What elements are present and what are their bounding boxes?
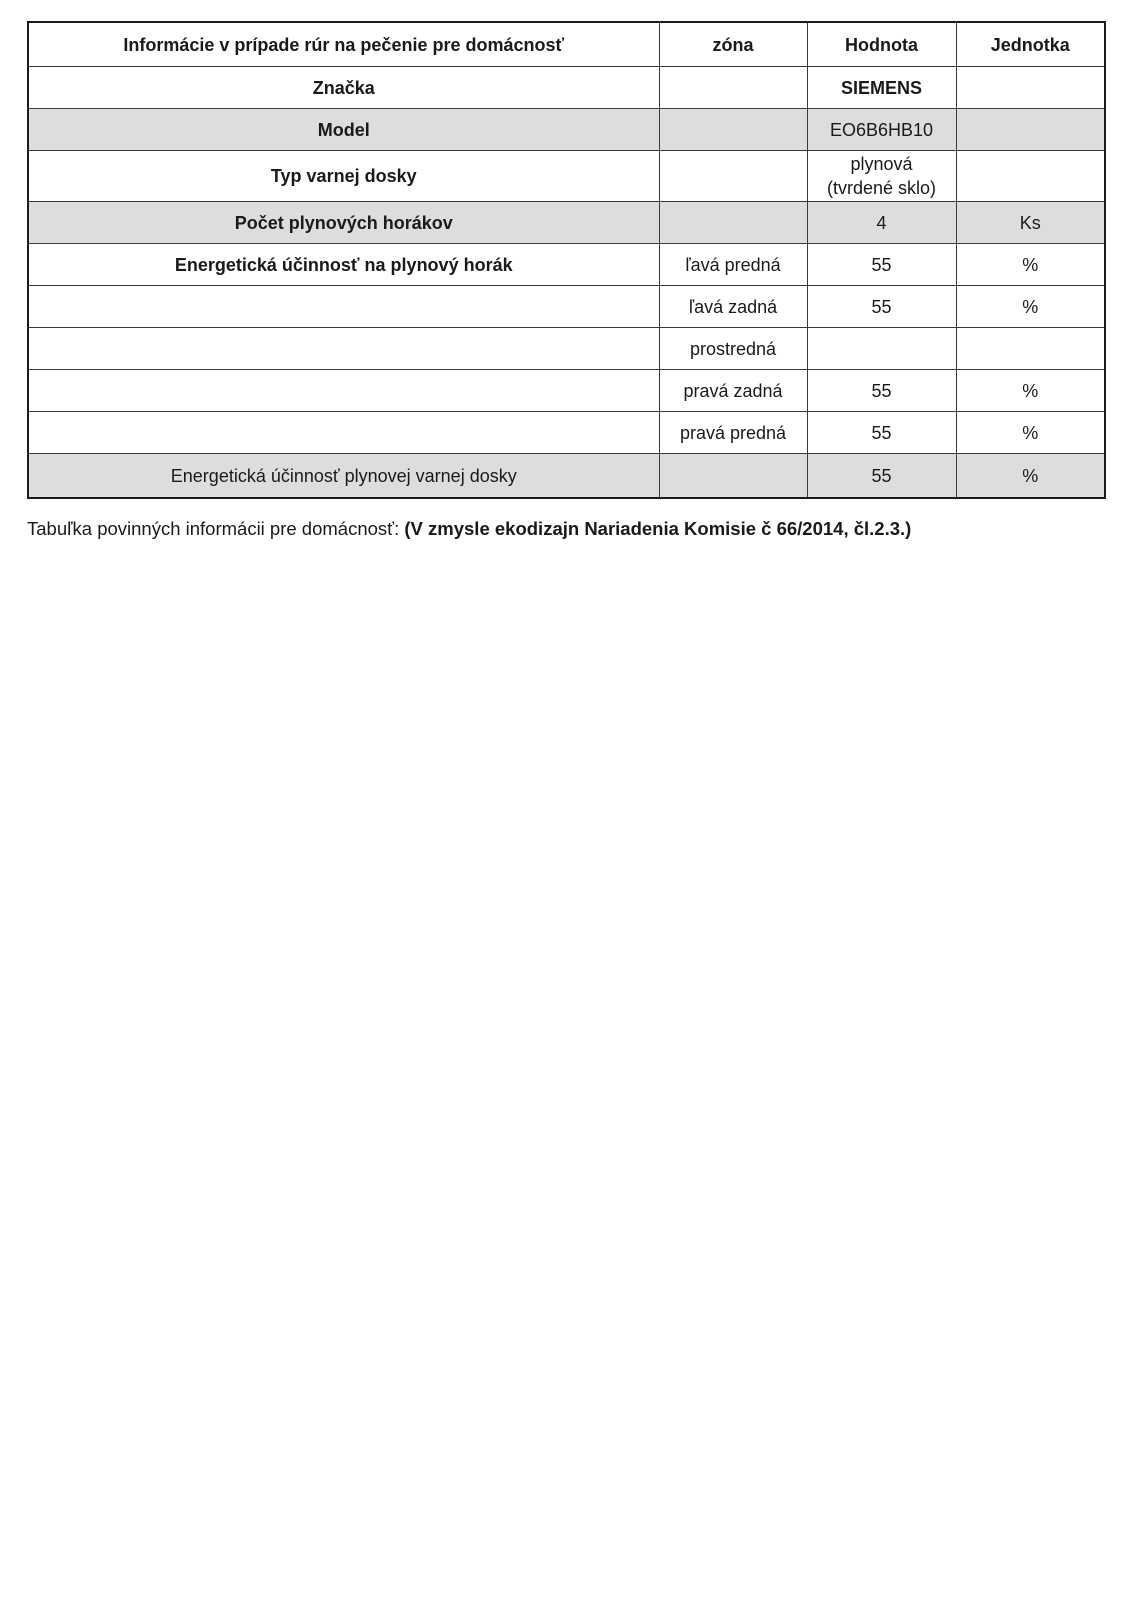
table-row-burner-count (28, 202, 1105, 244)
row-label (28, 370, 659, 412)
table-header-row (28, 22, 1105, 67)
row-unit: % (956, 454, 1105, 499)
table-row (28, 328, 1105, 370)
row-label: Značka (28, 67, 659, 109)
row-unit (956, 151, 1105, 202)
row-zone (659, 109, 807, 151)
row-unit (956, 67, 1105, 109)
row-label (28, 412, 659, 454)
document-page (27, 21, 1104, 541)
row-value (807, 151, 956, 202)
row-value: 4 (807, 202, 956, 244)
row-unit: % (956, 412, 1105, 454)
row-label: Model (28, 109, 659, 151)
table-row (28, 412, 1105, 454)
row-value: 55 (807, 286, 956, 328)
row-label (28, 328, 659, 370)
header-zone: zóna (659, 22, 807, 67)
row-unit (956, 328, 1105, 370)
row-zone: pravá predná (659, 412, 807, 454)
row-label: Typ varnej dosky (28, 151, 659, 202)
row-value: EO6B6HB10 (807, 109, 956, 151)
row-value: 55 (807, 454, 956, 499)
row-zone: pravá zadná (659, 370, 807, 412)
row-value: 55 (807, 244, 956, 286)
row-unit: % (956, 244, 1105, 286)
row-value: SIEMENS (807, 67, 956, 109)
row-zone: ľavá predná (659, 244, 807, 286)
row-unit: Ks (956, 202, 1105, 244)
row-zone: prostredná (659, 328, 807, 370)
table-row-model (28, 109, 1105, 151)
row-zone (659, 454, 807, 499)
row-zone: ľavá zadná (659, 286, 807, 328)
row-label (28, 286, 659, 328)
row-value (807, 328, 956, 370)
row-zone (659, 151, 807, 202)
row-label: Energetická účinnosť plynovej varnej dosky (28, 454, 659, 499)
product-info-table (27, 21, 1106, 499)
table-row-brand (28, 67, 1105, 109)
row-value: 55 (807, 412, 956, 454)
table-row-hob-efficiency (28, 454, 1105, 499)
header-info: Informácie v prípade rúr na pečenie pre domácnosť (28, 22, 659, 67)
row-unit: % (956, 370, 1105, 412)
header-unit: Jednotka (956, 22, 1105, 67)
row-unit (956, 109, 1105, 151)
table-row-burner-efficiency (28, 244, 1105, 286)
caption-regulation: (V zmysle ekodizajn Nariadenia Komisie č 66/2014, čl.2.3.) (404, 518, 912, 539)
row-value-line1: plynová (850, 154, 913, 174)
row-unit: % (956, 286, 1105, 328)
table-row-hob-type (28, 151, 1105, 202)
row-zone (659, 202, 807, 244)
row-zone (659, 67, 807, 109)
row-value: 55 (807, 370, 956, 412)
table-row (28, 286, 1105, 328)
caption-prefix: Tabuľka povinných informácii pre domácnosť: (27, 518, 405, 539)
row-value-line2: (tvrdené sklo) (826, 178, 937, 198)
table-row (28, 370, 1105, 412)
row-label: Energetická účinnosť na plynový horák (28, 244, 659, 286)
header-value: Hodnota (807, 22, 956, 67)
table-caption (27, 517, 1104, 541)
row-label: Počet plynových horákov (28, 202, 659, 244)
